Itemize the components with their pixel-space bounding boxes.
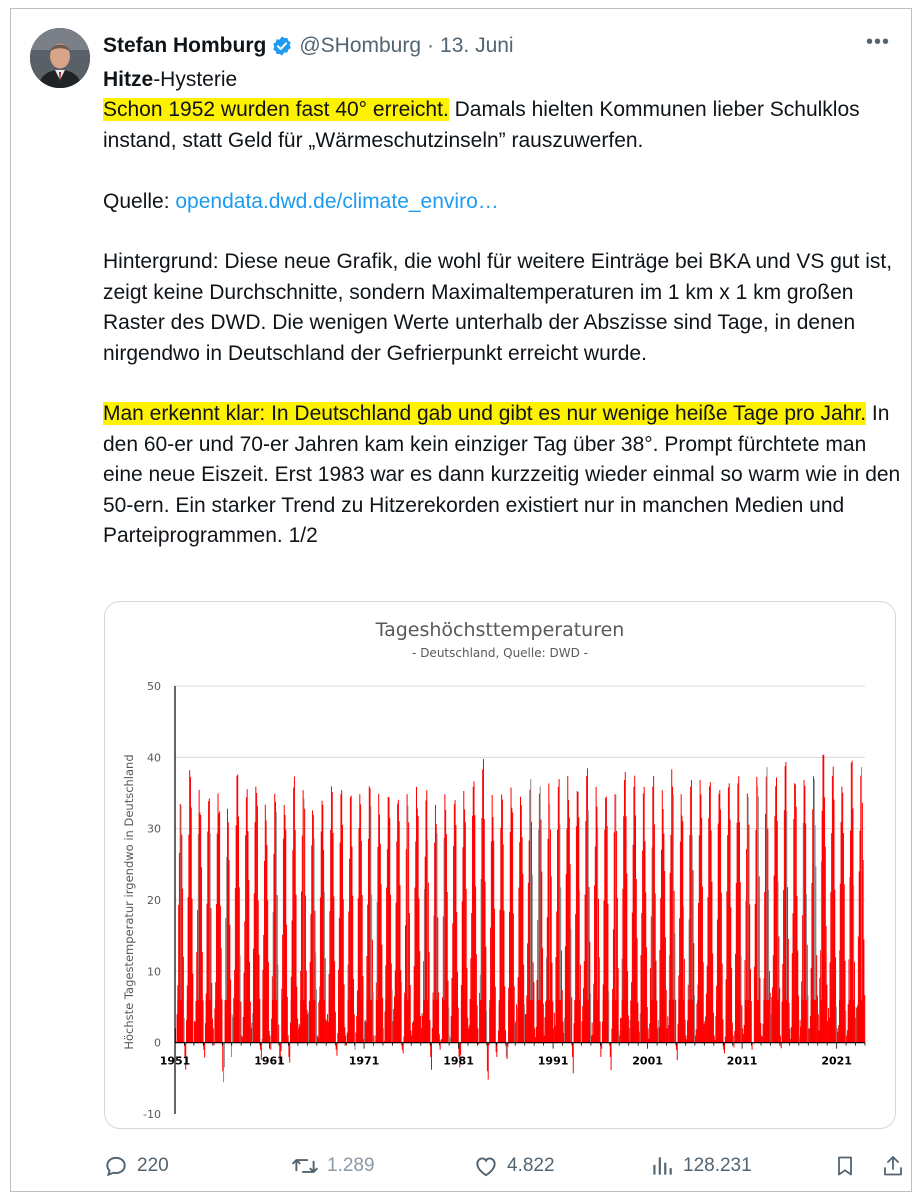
temperature-bar	[429, 1020, 430, 1043]
temperature-bar-base	[338, 1000, 344, 1043]
temperature-bar-base	[659, 1000, 665, 1043]
author-name[interactable]: Stefan Homburg	[103, 34, 267, 57]
temperature-bar-base	[669, 1000, 675, 1043]
temperature-bar-base	[792, 1000, 798, 1043]
like-button[interactable]	[473, 1149, 555, 1183]
retweet-count: 1.289	[327, 1155, 375, 1176]
temperature-bar-base	[593, 1000, 599, 1043]
y-tick-label: 50	[147, 680, 161, 693]
temperature-bar-base	[187, 1000, 193, 1043]
temperature-bar	[590, 994, 591, 1043]
source-line	[103, 187, 903, 217]
temperature-bar	[203, 1000, 204, 1042]
temperature-bar-base	[234, 1000, 240, 1043]
temperature-bar-base	[537, 1000, 543, 1043]
temperature-bar-base	[584, 1000, 590, 1043]
temperature-bar-base	[404, 1000, 410, 1043]
temperature-bar-base	[272, 1000, 278, 1043]
source-link[interactable]: opendata.dwd.de/climate_enviro…	[175, 189, 499, 213]
temperature-bar-base	[716, 1000, 722, 1043]
temperature-bar-base	[565, 1000, 571, 1043]
temperature-bar	[204, 1043, 205, 1058]
temperature-bar-base	[574, 1000, 580, 1043]
temperature-bar	[677, 1043, 678, 1061]
temperature-bar	[477, 1028, 478, 1042]
views-button[interactable]	[649, 1149, 752, 1183]
temperature-bar-base	[357, 1000, 363, 1043]
temperature-bar	[751, 1001, 752, 1043]
reply-count: 220	[137, 1155, 169, 1176]
reply-icon	[103, 1153, 129, 1179]
temperature-bar-base	[480, 1000, 486, 1043]
temperature-bar	[781, 1043, 782, 1049]
tweet-card[interactable]	[10, 8, 912, 1192]
temperature-bar-base	[782, 1000, 788, 1043]
temperature-bar	[316, 990, 317, 1043]
x-tick-label: 1981	[443, 1054, 474, 1068]
temperature-bar	[488, 1043, 489, 1080]
temperature-bar-base	[281, 1000, 287, 1043]
temperature-bar	[439, 1034, 440, 1042]
y-tick-label: -10	[143, 1108, 161, 1121]
temperature-bar-base	[395, 1000, 401, 1043]
highlighted-text: Schon 1952 wurden fast 40° erreicht.	[103, 98, 449, 122]
y-tick-label: 20	[147, 894, 161, 907]
temperature-bar-base	[244, 1000, 250, 1043]
tweet-title	[103, 65, 903, 95]
title-bold: Hitze	[103, 68, 154, 91]
temperature-bar-base	[811, 1000, 817, 1043]
temperature-bar-base	[366, 1000, 372, 1043]
temperature-bar	[724, 1043, 725, 1054]
x-tick-label: 2001	[632, 1054, 663, 1068]
temperature-bar	[779, 988, 780, 1043]
temperature-bar-base	[196, 1000, 202, 1043]
source-label: Quelle:	[103, 189, 176, 213]
paragraph-1-rest: Damals hielten Kommunen lieber Schulklos instand, statt Geld für „Wärmeschutzinseln” rauszuwerfen.	[103, 98, 860, 152]
temperature-bar-base	[754, 1000, 760, 1043]
temperature-bar	[733, 1043, 734, 1048]
author-handle[interactable]: @SHomburg	[299, 34, 422, 57]
temperature-bar-base	[735, 1000, 741, 1043]
x-tick-label: 2011	[726, 1054, 758, 1068]
y-tick-labels	[143, 680, 161, 1121]
temperature-bar	[184, 1018, 185, 1043]
temperature-bar-base	[697, 1000, 703, 1043]
temperature-bar-base	[839, 1000, 845, 1043]
temperature-bar	[289, 1043, 290, 1063]
temperature-bar-base	[414, 1000, 420, 1043]
temperature-bar-base	[641, 1000, 647, 1043]
temperature-bar-base	[688, 1000, 694, 1043]
temperature-bar	[505, 1030, 506, 1042]
temperature-bar	[259, 999, 260, 1043]
temperature-bar	[864, 995, 865, 1043]
temperature-bar	[675, 1000, 676, 1043]
y-axis-label: Höchste Tagestemperatur irgendwo in Deutschland	[122, 754, 136, 1050]
temperature-bar-base	[215, 1000, 221, 1043]
chart-title: Tageshöchsttemperaturen	[375, 619, 625, 641]
temperature-bar-base	[848, 1000, 854, 1043]
temperature-bar	[336, 1043, 337, 1056]
temperature-bar	[383, 1028, 384, 1042]
action-bar	[103, 1149, 903, 1183]
temperature-bar-base	[801, 1000, 807, 1043]
tweet-header	[103, 31, 514, 61]
temperature-bar-base	[177, 1000, 183, 1043]
retweet-button[interactable]	[291, 1149, 375, 1183]
temperature-bar-base	[820, 1000, 826, 1043]
temperature-bar-base	[546, 1000, 552, 1043]
title-rest: -Hysterie	[153, 68, 238, 91]
more-options-icon[interactable]: •••	[865, 31, 890, 53]
share-button[interactable]	[881, 1149, 913, 1183]
y-tick-label: 40	[147, 751, 161, 765]
temperature-bar-base	[830, 1000, 836, 1043]
temperature-bar	[458, 1008, 459, 1043]
temperature-bar-base	[442, 1000, 448, 1043]
temperature-bar-base	[650, 1000, 656, 1043]
temperature-bar	[224, 1043, 225, 1068]
temperature-bar	[221, 999, 222, 1042]
avatar[interactable]	[30, 28, 90, 88]
temperature-bar	[401, 982, 402, 1043]
temperature-bar-base	[262, 1000, 268, 1043]
temperature-bar	[780, 1036, 781, 1043]
temperature-bar-base	[499, 1000, 505, 1043]
bars	[175, 755, 865, 1083]
temperature-bar-base	[319, 1000, 325, 1043]
temperature-bar	[281, 1043, 282, 1051]
y-tick-label: 0	[154, 1036, 161, 1050]
paragraph-1	[103, 95, 903, 156]
chart-subtitle: - Deutschland, Quelle: DWD -	[412, 646, 588, 660]
temperature-bar	[403, 1043, 404, 1054]
temperature-bar	[573, 1043, 574, 1074]
avatar-portrait-icon	[30, 28, 90, 88]
temperature-bar-base	[225, 1000, 231, 1043]
temperature-bar	[601, 1043, 602, 1049]
temperature-bar-base	[678, 1000, 684, 1043]
temperature-bar	[278, 1025, 279, 1043]
temperature-bar	[373, 1036, 374, 1043]
temperature-bar-base	[555, 1000, 561, 1043]
temperature-bar-base	[603, 1000, 609, 1043]
chart-image[interactable]	[104, 601, 896, 1129]
paragraph-3: Hintergrund: Diese neue Grafik, die wohl für weitere Einträge bei BKA und VS gut ist, zeigt keine Durchschnitte, sondern Maximaltemperaturen im 1 km x 1 km großen Raster des DWD. Die wenigen Werte unterhalb der Abszisse sind Tage, in denen nirgendwo in Deutschland der Gefrierpunkt erreicht wurde.	[103, 250, 893, 365]
paragraph-4	[103, 399, 903, 551]
views-chart-icon	[649, 1153, 675, 1179]
views-count: 128.231	[683, 1155, 752, 1176]
share-icon	[881, 1153, 905, 1179]
temperature-bar-base	[631, 1000, 637, 1043]
highlighted-text: Man erkennt klar: In Deutschland gab und gibt es nur wenige heiße Tage pro Jahr.	[103, 402, 867, 426]
bookmark-button[interactable]	[833, 1149, 865, 1183]
temperature-bar	[270, 1036, 271, 1043]
temperature-bar-base	[489, 1000, 495, 1043]
y-tick-label: 30	[147, 822, 161, 836]
temperature-bar-base	[707, 1000, 713, 1043]
temperature-bar	[345, 1036, 346, 1043]
temperature-bar	[722, 1019, 723, 1042]
temperature-bar	[571, 997, 572, 1042]
temperature-bar	[335, 1012, 336, 1043]
temperature-bar-base	[423, 1000, 429, 1043]
heart-icon	[473, 1153, 499, 1179]
temperature-bar-base	[461, 1000, 467, 1043]
temperature-bar-base	[527, 1000, 533, 1043]
temperature-bar	[611, 1043, 612, 1070]
temperature-bar	[288, 1035, 289, 1043]
temperature-bar-base	[773, 1000, 779, 1043]
temperature-bar	[600, 1021, 601, 1042]
tweet-text	[103, 65, 903, 551]
temperature-bar-base	[329, 1000, 335, 1043]
temperature-bar-base	[310, 1000, 316, 1043]
temperature-bar-base	[253, 1000, 259, 1043]
x-tick-label: 1971	[348, 1054, 380, 1068]
temperature-bar-base	[744, 1000, 750, 1043]
x-tick-label: 2021	[821, 1054, 852, 1068]
temperature-chart	[105, 602, 896, 1129]
verified-badge-icon	[271, 35, 293, 57]
y-tick-label: 10	[147, 965, 161, 979]
x-tick-label: 1951	[159, 1054, 191, 1068]
temperature-bar-base	[376, 1000, 382, 1043]
temperature-bar-base	[726, 1000, 732, 1043]
tweet-date[interactable]: 13. Juni	[440, 34, 514, 57]
temperature-bar-base	[451, 1000, 457, 1043]
temperature-bar-base	[508, 1000, 514, 1043]
temperature-bar	[486, 1010, 487, 1042]
temperature-bar-base	[612, 1000, 618, 1043]
retweet-icon	[291, 1153, 319, 1179]
x-tick-label: 1991	[537, 1054, 569, 1068]
separator: ·	[427, 34, 435, 57]
temperature-bar-base	[433, 1000, 439, 1043]
temperature-bar-base	[858, 1000, 864, 1043]
temperature-bar-base	[763, 1000, 769, 1043]
temperature-bar-base	[291, 1000, 297, 1043]
temperature-bar	[213, 1028, 214, 1042]
temperature-bar	[733, 1036, 734, 1043]
reply-button[interactable]	[103, 1149, 169, 1183]
temperature-bar	[431, 1043, 432, 1070]
temperature-bar-base	[348, 1000, 354, 1043]
like-count: 4.822	[507, 1155, 555, 1176]
x-tick-label: 1961	[254, 1054, 285, 1068]
temperature-bar	[270, 1043, 271, 1050]
temperature-bar-base	[206, 1000, 212, 1043]
temperature-bar-base	[622, 1000, 628, 1043]
temperature-bar-base	[385, 1000, 391, 1043]
temperature-bar-base	[470, 1000, 476, 1043]
temperature-bar-base	[518, 1000, 524, 1043]
temperature-bar	[373, 992, 374, 1042]
bookmark-icon	[833, 1153, 857, 1179]
temperature-bar	[354, 1014, 355, 1042]
temperature-bar	[460, 1043, 461, 1055]
paragraph-4-rest: In den 60-er und 70-er Jahren kam kein einziger Tag über 38°. Prompt fürchtete man eine neue Eiszeit. Erst 1983 war es dann kurzzeitig wieder einmal so warm wie in den 50-ern. Ein starker Trend zu Hitzerekorden existiert nur in manchen Medien und Parteiprogrammen. 1/2	[103, 402, 901, 548]
temperature-bar-base	[300, 1000, 306, 1043]
